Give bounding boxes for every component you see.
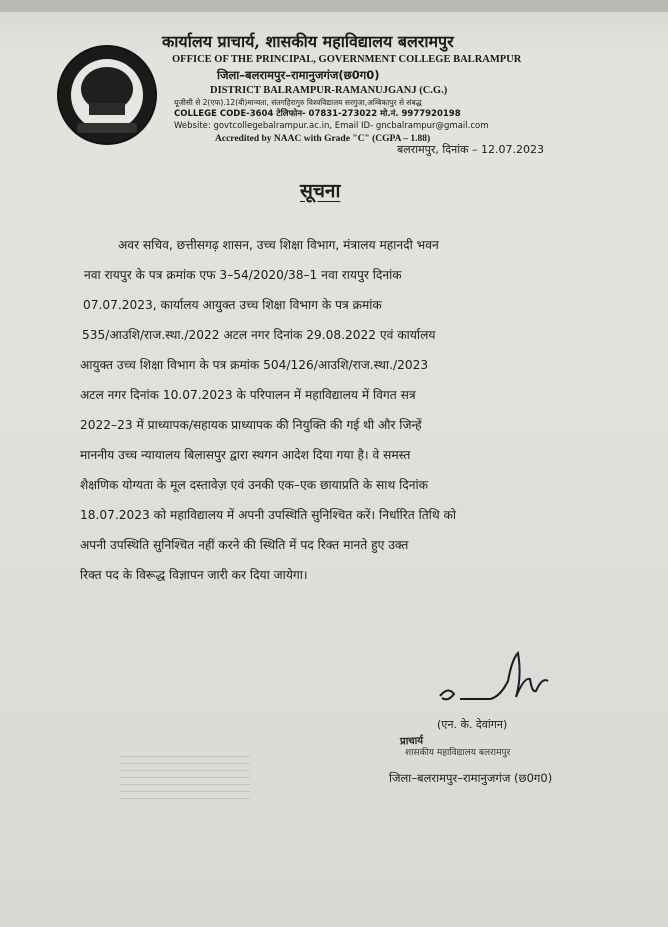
body-line: आयुक्त उच्च शिक्षा विभाग के पत्र क्रमांक 504/126/आउशि/राज.स्था./2023 [80, 358, 429, 372]
body-line: अवर सचिव, छत्तीसगढ़ शासन, उच्च शिक्षा विभाग, मंत्रालय महानदी भवन [118, 238, 439, 252]
signatory-place: जिला–बलरामपुर–रामानुजगंज (छ0ग0) [389, 771, 553, 785]
body-line: 18.07.2023 को महाविद्यालय में अपनी उपस्थिति सुनिश्चित करें। निर्धारित तिथि को [80, 508, 457, 522]
district-hindi: जिला–बलरामपुर–रामानुजगंज(छ0ग0) [217, 68, 380, 82]
body-line: 535/आउशि/राज.स्था./2022 अटल नगर दिनांक 29.08.2022 एवं कार्यालय [82, 328, 436, 342]
office-title-english: OFFICE OF THE PRINCIPAL, GOVERNMENT COLLEGE BALRAMPUR [172, 54, 522, 65]
website-email-line: Website: govtcollegebalrampur.ac.in, Email ID- gncbalrampur@gmail.com [174, 121, 489, 131]
signatory-name: (एन. के. देवांगन) [437, 718, 508, 731]
faded-text-smudge [120, 754, 250, 799]
naac-line: Accredited by NAAC with Grade "C" (CGPA – 1.88) [215, 134, 431, 144]
contact-line: COLLEGE CODE-3604 टेलिफोन- 07831-273022 मो.नं. 9977920198 [174, 109, 461, 119]
seal-book-icon [89, 103, 125, 115]
date-line: बलरामपुर, दिनांक – 12.07.2023 [397, 143, 544, 156]
college-seal-logo [57, 45, 157, 145]
notice-title: सूचना [300, 180, 341, 202]
affiliation-line: यूजीसी से 2(एफ).12(बी)मान्यता, संतगहिरागुरु विश्वविद्यालय सरगुजा,अम्बिकापुर से संबद्ध [174, 98, 422, 107]
body-line: शैक्षणिक योग्यता के मूल दस्तावेज़ एवं उनकी एक–एक छायाप्रति के साथ दिनांक [80, 478, 429, 492]
body-line: 07.07.2023, कार्यालय आयुक्त उच्च शिक्षा विभाग के पत्र क्रमांक [83, 298, 382, 312]
body-line: 2022–23 में प्राध्यापक/सहायक प्राध्यापक की नियुक्ति की गई थी और जिन्हें [80, 418, 422, 432]
top-edge [0, 0, 668, 12]
handwritten-signature [430, 641, 570, 721]
body-line: माननीय उच्च न्यायालय बिलासपुर द्वारा स्थगन आदेश दिया गया है। वे समस्त [80, 448, 411, 462]
body-line: नवा रायपुर के पत्र क्रमांक एफ 3–54/2020/38–1 नवा रायपुर दिनांक [84, 268, 402, 282]
principal-stamp: प्राचार्य [399, 735, 424, 748]
seal-ribbon [77, 123, 137, 133]
district-english: DISTRICT BALRAMPUR-RAMANUJGANJ (C.G.) [210, 85, 448, 96]
college-stamp: शासकीय महाविद्यालय बलरामपुर [405, 748, 511, 758]
body-line: रिक्त पद के विरूद्ध विज्ञापन जारी कर दिया जायेगा। [80, 568, 308, 582]
body-line: अपनी उपस्थिति सुनिश्चित नहीं करने की स्थिति में पद रिक्त मानते हुए उक्त [80, 538, 409, 552]
body-line: अटल नगर दिनांक 10.07.2023 के परिपालन में महाविद्यालय में विगत सत्र [80, 388, 416, 402]
office-title-hindi: कार्यालय प्राचार्य, शासकीय महाविद्यालय बलरामपुर [162, 32, 454, 51]
